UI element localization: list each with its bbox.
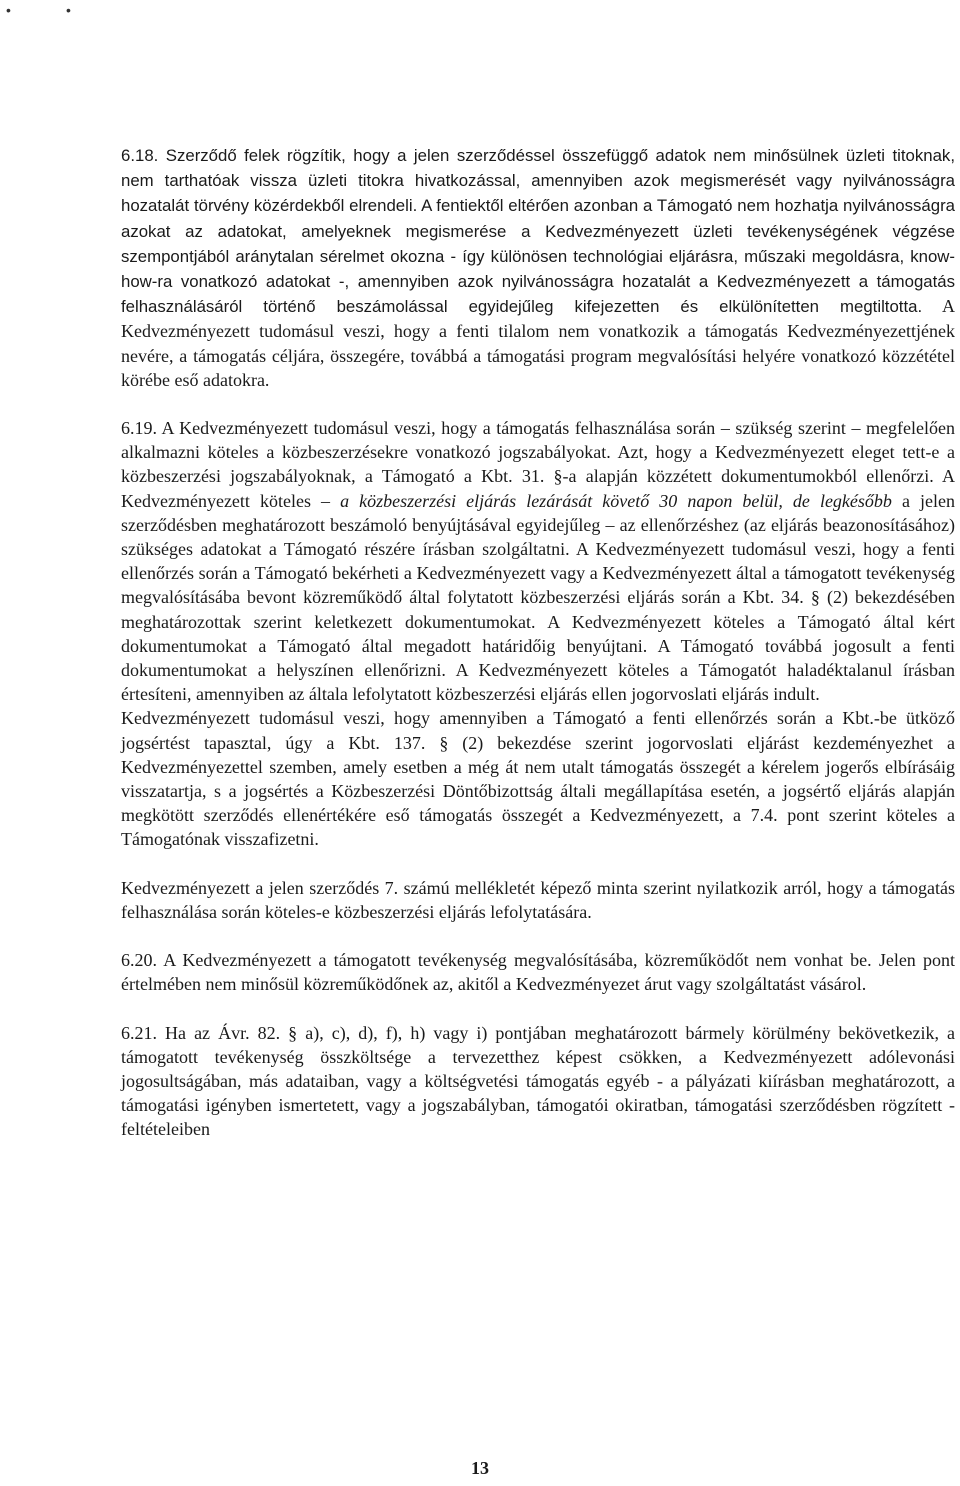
section-6-19 (121, 416, 955, 706)
section-6-19-paragraph-3: Kedvezményezett a jelen szerződés 7. számú mellékletét képező minta szerint nyilatkozik arról, hogy a támogatás felhasználása során köteles-e közbeszerzési eljárás lefolytatására. (121, 877, 955, 922)
section-6-19-paragraph-2: Kedvezményezett tudomásul veszi, hogy amennyiben a Támogató a fenti ellenőrzés során a Kbt.-be ütköző jogsértést tapasztal, úgy a Kbt. 137. § (2) bekezdése szerint jogorvoslati eljárást kezdeményezhet a Kedvezményezettel szemben, amely esetben a még át nem utalt támogatás összegét a kérelem jogerős elbírásáig visszatartja, s a jogsértés a Közbeszerzési Döntőbizottság általi megállapítása esetén, a jogsértő eljárás alapján megkötött szerződés ellenértékére eső támogatás összegét a Kedvezményezett, a 7.4. pont szerint köteles a Támogatónak visszafizetni. (121, 708, 955, 850)
document-page (121, 143, 955, 1142)
section-6-21: 6.21. Ha az Ávr. 82. § a), c), d), f), h) vagy i) pontjában meghatározott bármely körülmény bekövetkezik, a támogatott tevékenység összköltsége a tervezetthez képest csökken, a Kedvezményezett adólevonási jogosultságában, más adataiban, vagy a költségvetési támogatás egyéb - a pályázati kiírásban meghatározott, a támogatási igényben ismertetett, vagy a jogszabályban, támogatói okiratban, támogatási szerződésben rögzített - feltételeiben (121, 1022, 955, 1140)
scan-mark-right: • (66, 2, 71, 18)
section-6-18 (121, 143, 955, 392)
scan-mark-left: • (6, 2, 11, 18)
section-6-19-italic: a közbeszerzési eljárás lezárását követő 30 napon belül, de legkésőbb (340, 490, 892, 511)
section-6-19-after-italic: a jelen szerződésben meghatározott beszámoló benyújtásával egyidejűleg – az ellenőrzéshez (az eljárás beazonosításához) szükséges adatokat a Támogató részére írásban szolgáltatni. A Kedvezményezett tudomásul veszi, hogy a fenti ellenőrzés során a Támogató bekérheti a Kedvezményezett vagy a Kedvezményezett által a támogatott tevékenység megvalósításába bevont közreműködő által folytatott közbeszerzési eljárás során a Kbt. 34. § (2) bekezdésében meghatározottak szerint keletkezett dokumentumokat. A Kedvezményezett köteles a Támogató által kért dokumentumokat a Támogató által megadott határidőig benyújtani. A Támogató továbbá jogosult a fenti dokumentumokat a helyszínen ellenőrizni. A Kedvezményezett köteles a Támogatót haladéktalanul írásban értesíteni, amennyiben az általa lefolytatott közbeszerzési eljárás ellen jogorvoslati eljárás indult. (121, 490, 955, 705)
section-6-18-part2: A Kedvezményezett tudomásul veszi, hogy a fenti tilalom nem vonatkozik a támogatás Kedvezményezettjének nevére, a támogatás céljára, összegére, továbbá a támogatási program megvalósítási helyére vonatkozó közzététel körébe eső adatokra. (121, 296, 955, 390)
section-6-18-part1: 6.18. Szerződő felek rögzítik, hogy a jelen szerződéssel összefüggő adatok nem minősülnek üzleti titoknak, nem tarthatóak vissza üzleti titokra hivatkozással, amennyiben azok megismerését vagy nyilvánosságra hozatalát törvény közérdekből elrendeli. A fentiektől eltérően azonban a Támogató nem hozhatja nyilvánosságra azokat az adatokat, amelyeknek megismerése a Kedvezményezett üzleti tevékenységének végzése szempontjából aránytalan sérelmet okozna - így különösen technológiai eljárásra, műszaki megoldásra, know-how-ra vonatkozó adatokat -, amennyiben azok nyilvánosságra hozatalát a Kedvezményezett a támogatás felhasználásáról történő beszámolással egyidejűleg kifejezetten és elkülönítetten megtiltotta. (121, 146, 955, 317)
section-6-20: 6.20. A Kedvezményezett a támogatott tevékenység megvalósításába, közreműködőt nem vonhat be. Jelen pont értelmében nem minősül közreműködőnek az, akitől a Kedvezményezet árut vagy szolgáltatást vásárol. (121, 950, 955, 995)
section-6-19-before-italic: 6.19. A Kedvezményezett tudomásul veszi, hogy a támogatás felhasználása során – szükség szerint – megfelelően alkalmazni köteles a közbeszerzésekre vonatkozó jogszabályokat. Azt, hogy a Kedvezményezett eleget tett-e a közbeszerzési jogszabályoknak, a Támogató a Kbt. 31. §-a alapján közzétett dokumentumokból ellenőrzi. A Kedvezményezett köteles – (121, 418, 955, 511)
page-number: 13 (471, 1458, 489, 1478)
